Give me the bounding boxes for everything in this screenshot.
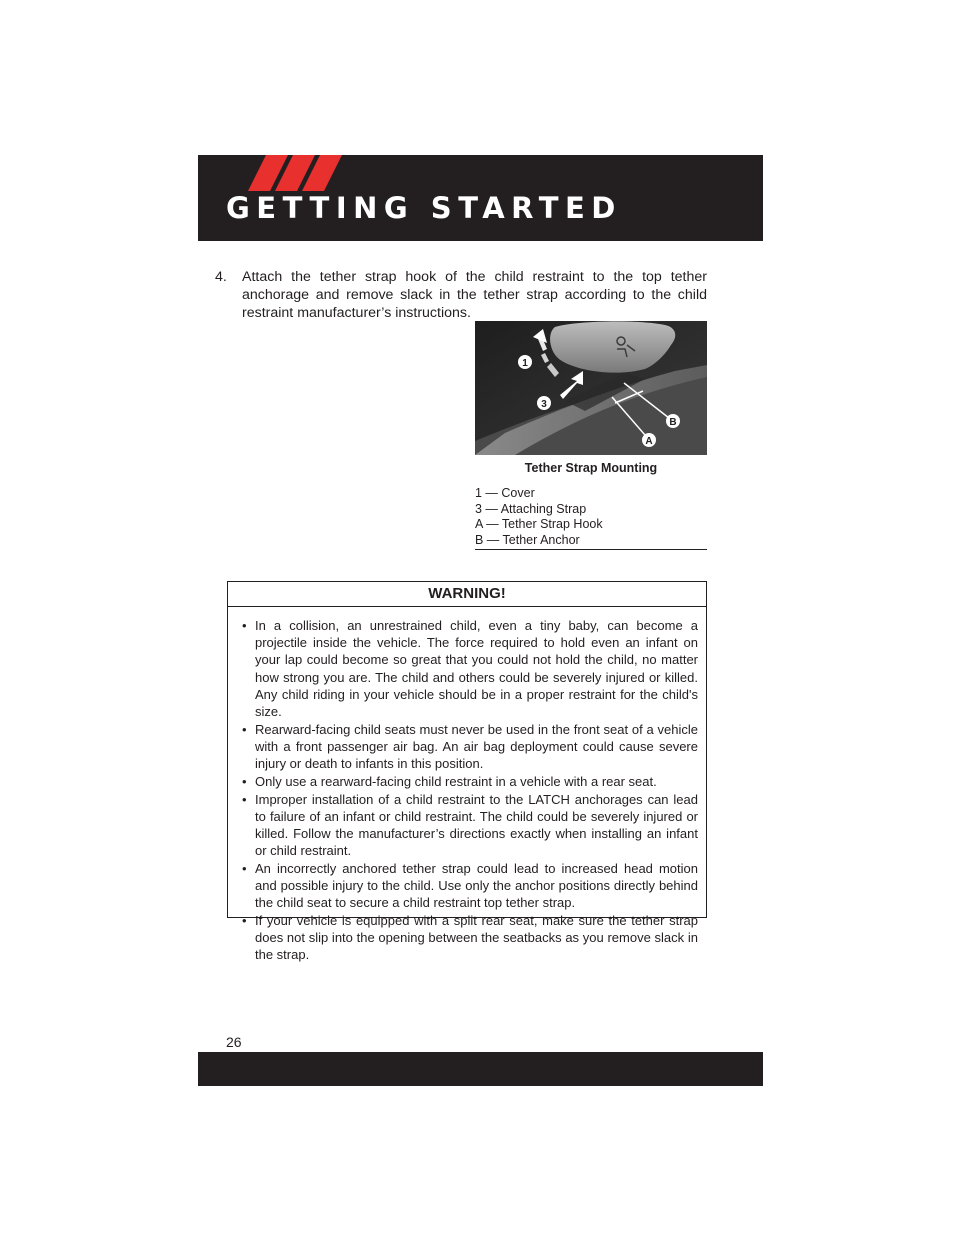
tether-strap-illustration — [475, 321, 707, 455]
bullet-icon: • — [242, 721, 247, 737]
page-number: 26 — [226, 1034, 242, 1050]
warning-item — [242, 773, 698, 790]
callout-b-label: B — [669, 417, 677, 428]
section-title: GETTING STARTED — [226, 191, 622, 225]
step-number: 4. — [215, 269, 227, 285]
warning-box — [227, 581, 707, 963]
callout-a — [642, 433, 656, 447]
bullet-icon: • — [242, 791, 247, 807]
legend-divider — [475, 549, 707, 550]
brand-stripes-icon — [248, 155, 348, 191]
warning-item — [242, 912, 698, 964]
callout-3-label: 3 — [541, 399, 547, 410]
warning-item-text: Only use a rearward-facing child restraint in a vehicle with a rear seat. — [255, 773, 657, 789]
legend-item: B — Tether Anchor — [475, 532, 580, 547]
bullet-icon: • — [242, 773, 247, 789]
warning-item-text: In a collision, an unrestrained child, even a tiny baby, can become a projectile inside the vehicle. The force required to hold even an infant on your lap could become so great that you could not hold the child, no matter how strong you are. The child and others could be severely injured or killed. Any child riding in your vehicle should be in a proper restraint for the child's size. — [255, 618, 698, 720]
footer-bar — [198, 1052, 763, 1086]
warning-item-text: Rearward-facing child seats must never be used in the front seat of a vehicle with a front passenger air bag. An air bag deployment could cause severe injury or death to infants in this position. — [255, 721, 698, 772]
callout-a-label: A — [645, 436, 653, 447]
warning-item — [242, 860, 698, 912]
bullet-icon: • — [242, 860, 247, 876]
figure-caption: Tether Strap Mounting — [524, 461, 658, 475]
warning-item-text: Improper installation of a child restraint to the LATCH anchorages can lead to failure of an infant or child restraint. The child could be severely injured or killed. Follow the manufacturer’s directions exactly when installing an infant or child restraint. — [255, 791, 698, 859]
warning-item — [242, 721, 698, 773]
callout-3 — [537, 396, 551, 410]
warning-title: WARNING! — [228, 582, 706, 607]
instruction-step — [215, 268, 707, 322]
warning-item — [242, 791, 698, 860]
warning-list — [228, 607, 706, 964]
callout-1-label: 1 — [522, 358, 528, 369]
legend-item: A — Tether Strap Hook — [475, 517, 603, 531]
warning-item — [242, 617, 698, 720]
legend-item: 3 — Attaching Strap — [475, 501, 587, 516]
section-header-bar — [198, 155, 763, 241]
legend-item: 1 — Cover — [475, 486, 535, 500]
warning-item-text: An incorrectly anchored tether strap could lead to increased head motion and possible injury to the child. Use only the anchor positions directly behind the child seat to secure a child restraint top tether strap. — [255, 860, 698, 911]
tether-strap-drawing — [475, 321, 707, 455]
figure-legend — [475, 486, 707, 548]
callout-1 — [518, 355, 532, 369]
bullet-icon: • — [242, 912, 247, 928]
bullet-icon: • — [242, 618, 247, 633]
warning-item-text: If your vehicle is equipped with a split rear seat, make sure the tether strap does not slip into the opening between the seatbacks as you remove slack in the strap. — [255, 912, 698, 963]
callout-b — [666, 414, 680, 428]
step-text: Attach the tether strap hook of the child restraint to the top tether anchorage and remove slack in the tether strap according to the child restraint manufacturer’s instructions. — [242, 269, 707, 321]
